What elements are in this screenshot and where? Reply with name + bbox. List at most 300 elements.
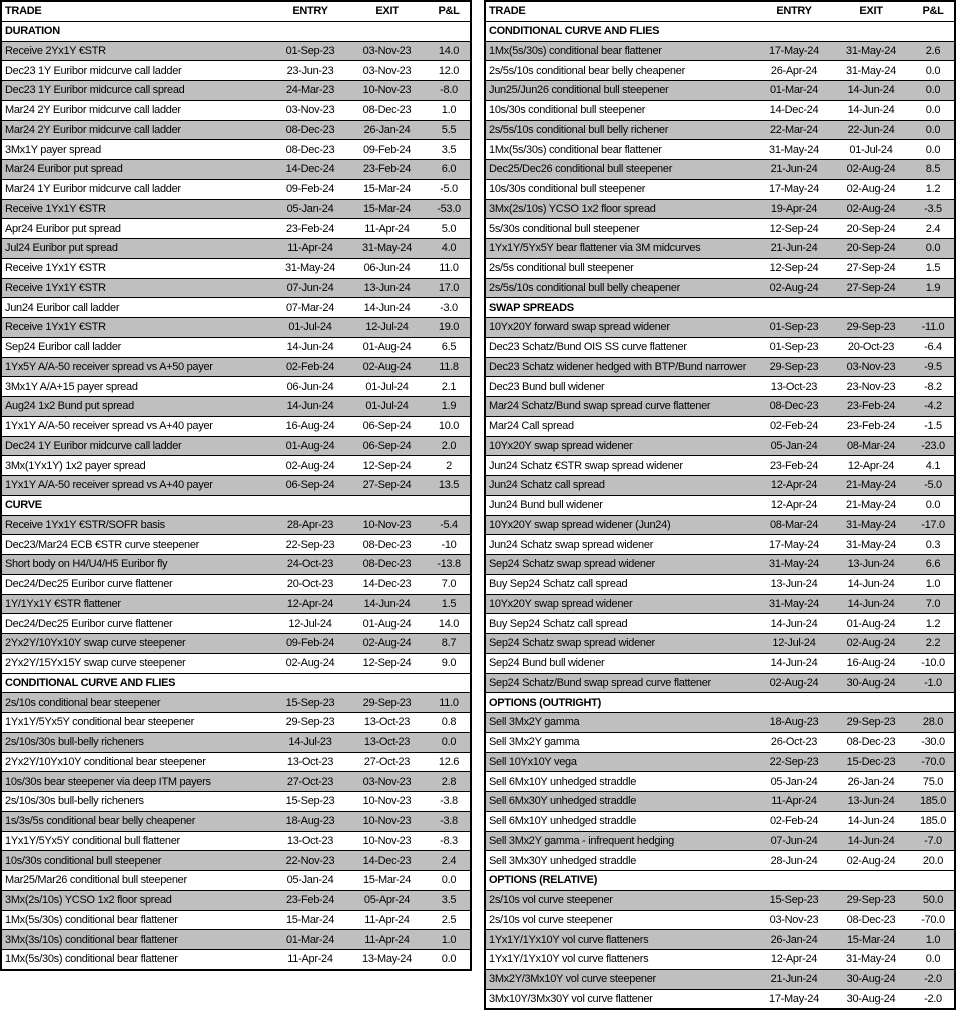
pnl-cell: 2.4 [441,854,457,867]
section-title: CONDITIONAL CURVE AND FLIES [5,676,176,689]
exit-date-cell: 16-Aug-24 [846,657,896,670]
entry-date-cell: 13-Jun-24 [770,578,818,591]
exit-date-cell: 31-May-24 [846,538,896,551]
trade-name-cell: 1Mx(5s/30s) conditional bear flattener [5,913,178,926]
table-row [2,851,470,871]
table-row [2,812,470,832]
pnl-cell: -2.0 [924,992,942,1005]
entry-date-cell: 19-Apr-24 [770,202,818,215]
pnl-cell: 0.0 [441,874,457,887]
trade-name-cell: 3Mx10Y/3Mx30Y vol curve flattener [489,992,653,1005]
trade-name-cell: Jun24 Schatz call spread [489,479,605,492]
pnl-cell: 11.0 [439,696,459,709]
trade-name-cell: 2s/5s/10s conditional bull belly richener [489,123,669,136]
trade-name-cell: Jun24 Bund bull widener [489,499,603,512]
section-header [2,496,470,516]
column-header-entry: ENTRY [292,5,328,18]
trade-name-cell: 3Mx1Y A/A+15 payer spread [5,380,138,393]
trade-name-cell: 3Mx(3s/10s) conditional bear flattener [5,933,178,946]
pnl-cell: 2.2 [925,637,941,650]
trade-name-cell: 10s/30s conditional bull steepener [489,183,646,196]
entry-date-cell: 12-Jul-24 [772,637,816,650]
trade-name-cell: Receive 1Yx1Y €STR/SOFR basis [5,518,165,531]
column-header-row [486,2,954,22]
pnl-cell: -3.8 [440,795,458,808]
table-row [2,437,470,457]
table-row [2,298,470,318]
exit-date-cell: 10-Nov-23 [362,84,412,97]
trade-name-cell: 1Mx(5s/30s) conditional bear flattener [489,44,662,57]
table-row [486,535,954,555]
pnl-cell: -3.8 [440,815,458,828]
table-row [486,397,954,417]
pnl-cell: 2.4 [925,222,941,235]
entry-date-cell: 26-Oct-23 [770,736,818,749]
entry-date-cell: 17-May-24 [769,183,819,196]
exit-date-cell: 20-Sep-24 [846,222,896,235]
pnl-cell: 1.5 [925,262,941,275]
pnl-cell: 185.0 [919,815,947,828]
pnl-cell: 1.0 [925,578,941,591]
trade-name-cell: 1Yx5Y A/A-50 receiver spread vs A+50 payer [5,360,213,373]
pnl-cell: 7.0 [925,597,941,610]
entry-date-cell: 08-Dec-23 [285,143,335,156]
trade-name-cell: Buy Sep24 Schatz call spread [489,617,628,630]
exit-date-cell: 13-Oct-23 [363,716,411,729]
section-header [2,22,470,42]
entry-date-cell: 01-Mar-24 [769,84,819,97]
trade-name-cell: Dec23 Bund bull widener [489,380,605,393]
entry-date-cell: 02-Aug-24 [769,676,819,689]
trade-name-cell: 1Yx1Y/5Yx5Y conditional bear steepener [5,716,194,729]
entry-date-cell: 23-Feb-24 [285,894,335,907]
table-row [2,654,470,674]
entry-date-cell: 22-Nov-23 [285,854,335,867]
entry-date-cell: 22-Sep-23 [769,755,819,768]
table-row [2,614,470,634]
table-row [486,555,954,575]
pnl-cell: 4.1 [925,459,941,472]
table-row [2,239,470,259]
trade-name-cell: 1Yx1Y/1Yx10Y vol curve flatteners [489,953,649,966]
exit-date-cell: 29-Sep-23 [846,716,896,729]
pnl-cell: -5.0 [924,479,942,492]
pnl-cell: 19.0 [438,321,460,334]
trade-name-cell: 10s/30s bear steepener via deep ITM payers [5,775,211,788]
exit-date-cell: 03-Nov-23 [846,360,896,373]
table-row [2,693,470,713]
exit-date-cell: 03-Nov-23 [362,64,412,77]
trade-name-cell: Mar24 2Y Euribor midcurve call ladder [5,104,181,117]
table-row [2,397,470,417]
exit-date-cell: 01-Jul-24 [849,143,893,156]
table-row [486,516,954,536]
table-row [486,101,954,121]
trade-name-cell: 2Yx2Y/15Yx15Y swap curve steepener [5,657,186,670]
pnl-cell: 0.8 [441,716,457,729]
trade-name-cell: 1Mx(5s/30s) conditional bear flattener [489,143,662,156]
trade-name-cell: Mar24 1Y Euribor midcurve call ladder [5,183,181,196]
table-row [2,555,470,575]
pnl-cell: -3.5 [924,202,942,215]
entry-date-cell: 15-Sep-23 [285,696,335,709]
entry-date-cell: 05-Jan-24 [286,874,334,887]
column-header-exit: EXIT [859,5,883,18]
entry-date-cell: 09-Feb-24 [285,637,335,650]
pnl-cell: 6.6 [925,558,941,571]
trade-name-cell: 1s/3s/5s conditional bear belly cheapener [5,815,196,828]
pnl-cell: 14.0 [438,44,460,57]
pnl-cell: 185.0 [919,795,947,808]
pnl-cell: -17.0 [921,518,945,531]
entry-date-cell: 09-Feb-24 [285,183,335,196]
trade-name-cell: Dec25/Dec26 conditional bull steepener [489,163,673,176]
pnl-cell: 0.0 [925,104,941,117]
table-row [486,417,954,437]
pnl-cell: -3.0 [440,301,458,314]
pnl-cell: -70.0 [921,755,945,768]
table-row [486,279,954,299]
trade-name-cell: Dec23/Mar24 ECB €STR curve steepener [5,538,200,551]
table-row [486,180,954,200]
exit-date-cell: 23-Feb-24 [846,420,896,433]
exit-date-cell: 13-May-24 [362,953,412,966]
exit-date-cell: 11-Apr-24 [364,933,410,946]
trade-name-cell: Short body on H4/U4/H5 Euribor fly [5,558,168,571]
exit-date-cell: 31-May-24 [846,518,896,531]
trade-name-cell: Sell 10Yx10Y vega [489,755,577,768]
exit-date-cell: 20-Oct-23 [847,341,895,354]
trade-name-cell: Mar24 Schatz/Bund swap spread curve flattener [489,400,711,413]
entry-date-cell: 31-May-24 [769,597,819,610]
pnl-cell: 1.0 [441,104,457,117]
entry-date-cell: 22-Mar-24 [769,123,819,136]
entry-date-cell: 20-Oct-23 [286,578,334,591]
table-row [486,930,954,950]
trade-name-cell: 10s/30s conditional bull steepener [5,854,162,867]
pnl-cell: 11.8 [439,360,459,373]
exit-date-cell: 10-Nov-23 [362,795,412,808]
exit-date-cell: 02-Aug-24 [362,637,412,650]
exit-date-cell: 12-Sep-24 [362,459,412,472]
entry-date-cell: 23-Feb-24 [285,222,335,235]
table-row [486,338,954,358]
entry-date-cell: 05-Jan-24 [286,202,334,215]
pnl-cell: -6.4 [924,341,942,354]
table-row [2,713,470,733]
pnl-cell: 0.0 [441,953,457,966]
pnl-cell: 8.7 [441,637,457,650]
pnl-cell: 3.5 [441,894,457,907]
trade-name-cell: Sep24 Schatz swap spread widener [489,558,655,571]
trade-name-cell: Aug24 1x2 Bund put spread [5,400,134,413]
entry-date-cell: 31-May-24 [285,262,335,275]
trade-name-cell: 1Yx1Y A/A-50 receiver spread vs A+40 payer [5,420,213,433]
trade-name-cell: 2s/5s/10s conditional bull belly cheapener [489,281,681,294]
pnl-cell: 2.8 [441,775,457,788]
table-row [2,516,470,536]
exit-date-cell: 14-Dec-23 [362,854,412,867]
pnl-cell: 2.1 [441,380,457,393]
table-row [2,733,470,753]
table-row [486,772,954,792]
pnl-cell: -9.5 [924,360,942,373]
pnl-cell: 14.0 [438,617,460,630]
exit-date-cell: 08-Dec-23 [362,558,412,571]
pnl-cell: 0.0 [441,736,457,749]
table-row [2,358,470,378]
trade-name-cell: Sep24 Bund bull widener [489,657,605,670]
table-row [486,42,954,62]
pnl-cell: 8.5 [925,163,941,176]
table-row [2,891,470,911]
trade-name-cell: 2s/10s/30s bull-belly richeners [5,736,144,749]
entry-date-cell: 14-Jun-24 [286,341,334,354]
entry-date-cell: 01-Sep-23 [769,341,819,354]
section-header [486,871,954,891]
table-row [486,377,954,397]
trade-name-cell: Sell 3Mx2Y gamma [489,716,580,729]
trade-name-cell: 3Mx2Y/3Mx10Y vol curve steepener [489,973,656,986]
table-row [486,950,954,970]
trade-name-cell: 2s/10s vol curve steepener [489,913,613,926]
table-row [2,417,470,437]
trade-name-cell: Dec23 1Y Euribor midcurce call spread [5,84,185,97]
entry-date-cell: 05-Jan-24 [770,775,818,788]
exit-date-cell: 02-Aug-24 [846,163,896,176]
entry-date-cell: 01-Jul-24 [288,321,332,334]
exit-date-cell: 02-Aug-24 [362,360,412,373]
exit-date-cell: 01-Aug-24 [846,617,896,630]
exit-date-cell: 14-Jun-24 [847,834,895,847]
pnl-cell: 6.5 [441,341,457,354]
pnl-cell: -10.0 [921,657,945,670]
entry-date-cell: 07-Jun-24 [770,834,818,847]
pnl-cell: 12.6 [438,755,460,768]
table-row [486,851,954,871]
entry-date-cell: 05-Jan-24 [770,439,818,452]
entry-date-cell: 21-Jun-24 [770,163,818,176]
table-row [2,279,470,299]
entry-date-cell: 01-Aug-24 [285,439,335,452]
entry-date-cell: 18-Aug-23 [285,815,335,828]
pnl-cell: 0.0 [925,64,941,77]
exit-date-cell: 14-Jun-24 [847,597,895,610]
trade-name-cell: Receive 1Yx1Y €STR [5,321,106,334]
entry-date-cell: 12-Sep-24 [769,262,819,275]
pnl-cell: 0.3 [925,538,941,551]
entry-date-cell: 24-Oct-23 [286,558,334,571]
trade-name-cell: Apr24 Euribor put spread [5,222,121,235]
exit-date-cell: 02-Aug-24 [846,637,896,650]
pnl-cell: 1.2 [925,617,941,630]
pnl-cell: -10 [441,538,457,551]
section-title: CURVE [5,499,42,512]
table-row [486,200,954,220]
entry-date-cell: 17-May-24 [769,992,819,1005]
trade-name-cell: Jun25/Jun26 conditional bull steepener [489,84,669,97]
right-trade-table [484,0,956,1010]
exit-date-cell: 14-Jun-24 [847,815,895,828]
entry-date-cell: 12-Apr-24 [286,597,334,610]
exit-date-cell: 15-Mar-24 [362,183,412,196]
pnl-cell: 20.0 [922,854,944,867]
exit-date-cell: 31-May-24 [846,44,896,57]
section-header [486,693,954,713]
trade-name-cell: 10Yx20Y swap spread widener [489,597,633,610]
table-row [486,358,954,378]
table-row [2,259,470,279]
entry-date-cell: 13-Oct-23 [286,755,334,768]
pnl-cell: 11.0 [439,262,459,275]
exit-date-cell: 14-Jun-24 [363,597,411,610]
table-row [486,160,954,180]
table-row [2,101,470,121]
exit-date-cell: 14-Jun-24 [847,104,895,117]
pnl-cell: 75.0 [922,775,944,788]
table-row [2,81,470,101]
table-row [2,871,470,891]
trade-name-cell: Dec23 Schatz/Bund OIS SS curve flattener [489,341,687,354]
section-title: SWAP SPREADS [489,301,574,314]
exit-date-cell: 08-Dec-23 [846,913,896,926]
pnl-cell: 0.0 [925,123,941,136]
pnl-cell: 0.0 [925,242,941,255]
exit-date-cell: 26-Jan-24 [363,123,411,136]
table-row [2,219,470,239]
trade-name-cell: Mar24 Euribor put spread [5,163,123,176]
exit-date-cell: 29-Sep-23 [362,696,412,709]
entry-date-cell: 11-Apr-24 [287,953,333,966]
exit-date-cell: 27-Oct-23 [363,755,411,768]
trade-name-cell: 2s/5s/10s conditional bear belly cheapener [489,64,685,77]
exit-date-cell: 26-Jan-24 [847,775,895,788]
exit-date-cell: 31-May-24 [362,242,412,255]
table-row [486,674,954,694]
exit-date-cell: 10-Nov-23 [362,834,412,847]
trade-name-cell: Sell 3Mx2Y gamma - infrequent hedging [489,834,674,847]
trade-name-cell: Sep24 Schatz/Bund swap spread curve flattener [489,676,711,689]
pnl-cell: 1.9 [925,281,941,294]
entry-date-cell: 12-Apr-24 [770,953,818,966]
entry-date-cell: 17-May-24 [769,538,819,551]
column-header-trade: TRADE [5,5,42,18]
table-row [2,377,470,397]
table-row [486,81,954,101]
entry-date-cell: 14-Dec-24 [285,163,335,176]
trade-name-cell: Sell 6Mx30Y unhedged straddle [489,795,637,808]
entry-date-cell: 14-Jul-23 [288,736,332,749]
table-row [2,832,470,852]
exit-date-cell: 30-Aug-24 [846,676,896,689]
table-row [2,338,470,358]
exit-date-cell: 23-Nov-23 [846,380,896,393]
entry-date-cell: 02-Aug-24 [769,281,819,294]
entry-date-cell: 21-Jun-24 [770,973,818,986]
pnl-cell: 28.0 [922,716,944,729]
exit-date-cell: 29-Sep-23 [846,894,896,907]
pnl-cell: 6.0 [441,163,457,176]
entry-date-cell: 08-Dec-23 [769,400,819,413]
entry-date-cell: 18-Aug-23 [769,716,819,729]
table-row [486,575,954,595]
table-row [2,535,470,555]
exit-date-cell: 15-Mar-24 [846,933,896,946]
table-row [2,911,470,931]
pnl-cell: -30.0 [921,736,945,749]
entry-date-cell: 23-Feb-24 [769,459,819,472]
table-row [486,595,954,615]
exit-date-cell: 03-Nov-23 [362,44,412,57]
entry-date-cell: 31-May-24 [769,143,819,156]
entry-date-cell: 13-Oct-23 [770,380,818,393]
exit-date-cell: 11-Apr-24 [364,913,410,926]
entry-date-cell: 15-Mar-24 [285,913,335,926]
trade-name-cell: 1Yx1Y A/A-50 receiver spread vs A+40 payer [5,479,213,492]
exit-date-cell: 08-Dec-23 [846,736,896,749]
entry-date-cell: 03-Nov-23 [285,104,335,117]
table-row [486,832,954,852]
table-row [486,476,954,496]
entry-date-cell: 02-Aug-24 [285,657,335,670]
table-row [2,950,470,969]
exit-date-cell: 01-Jul-24 [365,400,409,413]
entry-date-cell: 15-Sep-23 [285,795,335,808]
pnl-cell: 10.0 [438,420,460,433]
entry-date-cell: 07-Mar-24 [285,301,335,314]
trade-name-cell: Sell 6Mx10Y unhedged straddle [489,775,637,788]
exit-date-cell: 10-Nov-23 [362,518,412,531]
entry-date-cell: 29-Sep-23 [285,716,335,729]
exit-date-cell: 06-Sep-24 [362,439,412,452]
entry-date-cell: 17-May-24 [769,44,819,57]
exit-date-cell: 14-Jun-24 [847,578,895,591]
trade-name-cell: 1Yx1Y/5Yx5Y bear flattener via 3M midcurves [489,242,701,255]
trade-name-cell: 2Yx2Y/10Yx10Y conditional bear steepener [5,755,206,768]
trade-name-cell: 10s/30s conditional bull steepener [489,104,646,117]
pnl-cell: 0.0 [925,953,941,966]
pnl-cell: 1.9 [441,400,457,413]
exit-date-cell: 01-Aug-24 [362,341,412,354]
entry-date-cell: 26-Apr-24 [770,64,818,77]
trade-name-cell: 10Yx20Y swap spread widener [489,439,633,452]
table-row [486,812,954,832]
trade-name-cell: Dec23 1Y Euribor midcurve call ladder [5,64,182,77]
pnl-cell: 7.0 [441,578,457,591]
table-row [486,456,954,476]
pnl-cell: -23.0 [921,439,945,452]
entry-date-cell: 23-Jun-23 [286,64,334,77]
entry-date-cell: 12-Apr-24 [770,479,818,492]
entry-date-cell: 14-Jun-24 [770,657,818,670]
left-trade-table [0,0,472,971]
pnl-cell: 1.2 [925,183,941,196]
exit-date-cell: 01-Aug-24 [362,617,412,630]
exit-date-cell: 27-Sep-24 [362,479,412,492]
trade-name-cell: 2s/10s conditional bear steepener [5,696,161,709]
trade-name-cell: 3Mx(1Yx1Y) 1x2 payer spread [5,459,146,472]
pnl-cell: 0.0 [925,143,941,156]
entry-date-cell: 27-Oct-23 [286,775,334,788]
exit-date-cell: 10-Nov-23 [362,815,412,828]
trade-name-cell: Dec23 Schatz widener hedged with BTP/Bund narrower [489,360,747,373]
table-row [2,575,470,595]
entry-date-cell: 02-Aug-24 [285,459,335,472]
trade-name-cell: 3Mx(2s/10s) YCSO 1x2 floor spread [5,894,172,907]
pnl-cell: -11.0 [921,321,945,334]
exit-date-cell: 27-Sep-24 [846,262,896,275]
trade-name-cell: 2s/10s vol curve steepener [489,894,613,907]
